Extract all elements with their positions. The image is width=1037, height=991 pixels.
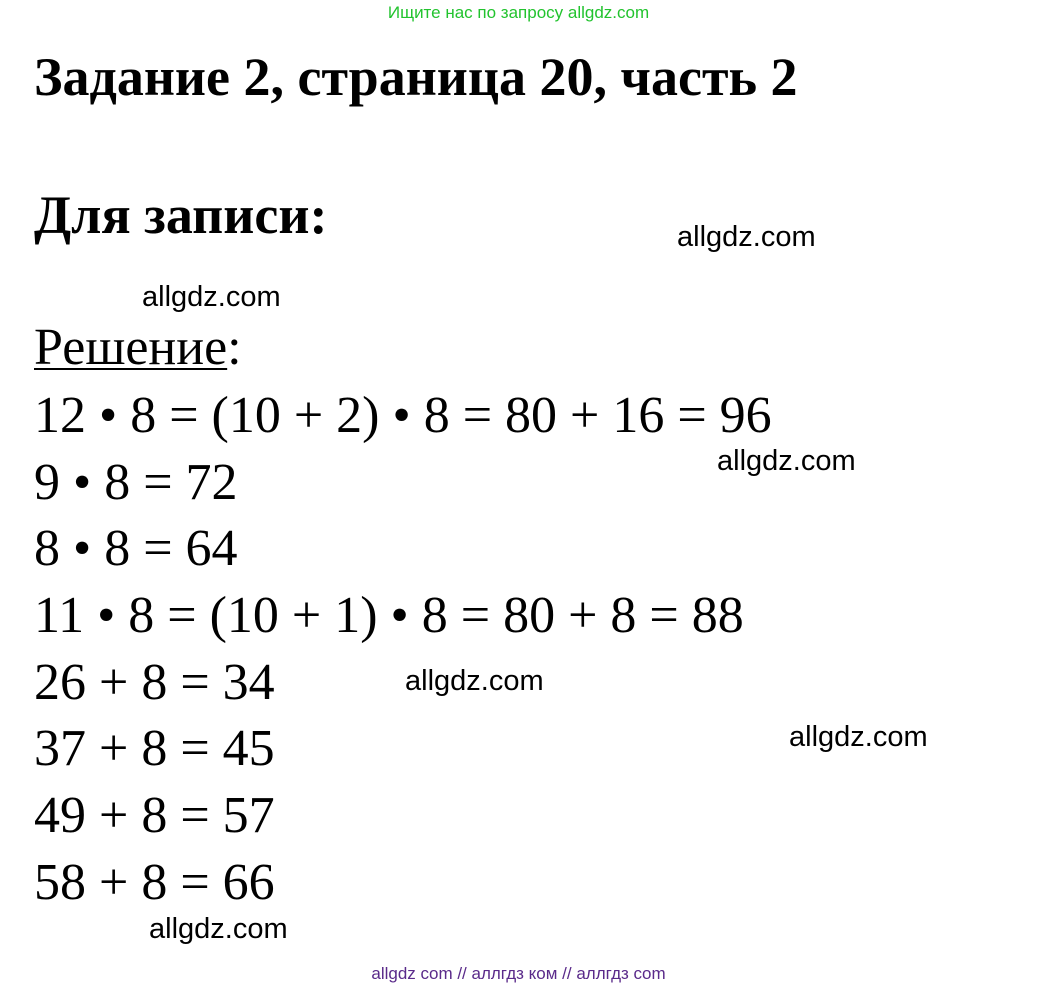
page-title: Задание 2, страница 20, часть 2	[34, 47, 798, 107]
equation-line: 11 • 8 = (10 + 1) • 8 = 80 + 8 = 88	[34, 587, 744, 644]
watermark: allgdz.com	[789, 721, 928, 753]
footer-banner: allgdz com // аллгдз ком // аллгдз com	[371, 964, 666, 983]
watermark: allgdz.com	[405, 665, 544, 697]
solution-heading	[34, 319, 242, 376]
watermark: allgdz.com	[717, 445, 856, 477]
equation-line: 37 + 8 = 45	[34, 720, 275, 777]
equation-line: 8 • 8 = 64	[34, 520, 238, 577]
solution-colon: :	[227, 319, 242, 376]
equation-line: 58 + 8 = 66	[34, 854, 275, 911]
equation-line: 9 • 8 = 72	[34, 454, 238, 511]
watermark: allgdz.com	[149, 913, 288, 945]
top-banner: Ищите нас по запросу allgdz.com	[387, 3, 650, 22]
equation-line: 49 + 8 = 57	[34, 787, 275, 844]
watermark: allgdz.com	[142, 281, 281, 313]
equation-line: 26 + 8 = 34	[34, 654, 275, 711]
solution-label: Решение	[34, 319, 228, 376]
for-record-heading: Для записи:	[34, 185, 328, 245]
watermark: allgdz.com	[677, 221, 816, 253]
equation-line: 12 • 8 = (10 + 2) • 8 = 80 + 16 = 96	[34, 387, 772, 444]
